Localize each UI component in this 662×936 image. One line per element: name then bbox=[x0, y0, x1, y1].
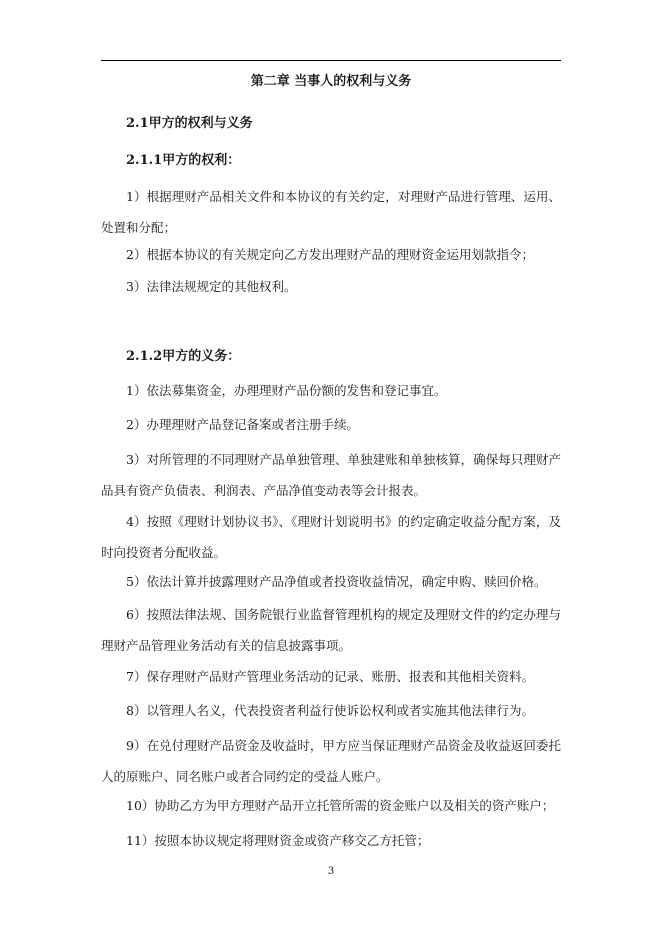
duties-item-3: 3）对所管理的不同理财产品单独管理、单独建账和单独核算，确保每只理财产品具有资产负债表、利润表、产品净值变动表等会计报表。 bbox=[101, 452, 561, 498]
duties-item-4: 4）按照《理财计划协议书》、《理财计划说明书》的约定确定收益分配方案，及时向投资者分配收益。 bbox=[101, 514, 561, 560]
rights-item-1: 1）根据理财产品相关文件和本协议的有关约定，对理财产品进行管理、运用、处置和分配； bbox=[101, 189, 561, 235]
rights-item-2: 2）根据本协议的有关规定向乙方发出理财产品的理财资金运用划款指令； bbox=[126, 247, 534, 262]
section-heading-2-1-1: 2.1.1甲方的权利： bbox=[126, 153, 241, 168]
rights-item-3: 3）法律法规规定的其他权利。 bbox=[126, 279, 297, 294]
page-number: 3 bbox=[327, 866, 335, 877]
duties-item-1: 1）依法募集资金，办理理财产品份额的发售和登记事宜。 bbox=[126, 383, 447, 398]
section-heading-2-1-2: 2.1.2甲方的义务： bbox=[126, 349, 241, 364]
chapter-title: 第二章 当事人的权利与义务 bbox=[250, 74, 412, 89]
duties-item-6: 6）按照法律法规、国务院银行业监督管理机构的规定及理财文件的约定办理与理财产品管理业务活动有关的信息披露事项。 bbox=[101, 607, 561, 653]
section-heading-2-1: 2.1甲方的权利与义务 bbox=[126, 116, 253, 131]
duties-item-2: 2）办理理财产品登记备案或者注册手续。 bbox=[126, 417, 359, 432]
duties-item-5: 5）依法计算并披露理财产品净值或者投资收益情况，确定申购、赎回价格。 bbox=[126, 574, 547, 589]
duties-item-8: 8）以管理人名义，代表投资者利益行使诉讼权利或者实施其他法律行为。 bbox=[126, 703, 534, 718]
duties-item-10: 10）协助乙方为甲方理财产品开立托管所需的资金账户以及相关的资产账户； bbox=[126, 798, 555, 813]
duties-item-9: 9）在兑付理财产品资金及收益时，甲方应当保证理财产品资金及收益返回委托人的原账户、同名账户或者合同约定的受益人账户。 bbox=[101, 738, 561, 784]
duties-item-11: 11）按照本协议规定将理财资金或资产移交乙方托管； bbox=[126, 833, 430, 848]
duties-item-7: 7）保存理财产品财产管理业务活动的记录、账册、报表和其他相关资料。 bbox=[126, 669, 534, 684]
header-rule bbox=[101, 60, 561, 61]
